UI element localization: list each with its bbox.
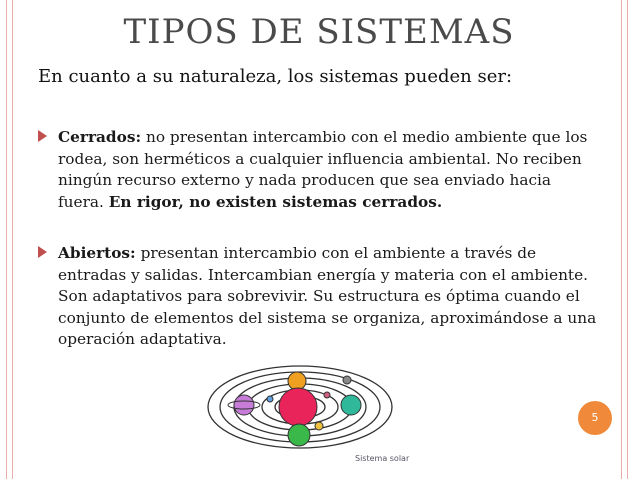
- image-caption: Sistema solar: [355, 454, 410, 463]
- bullet-text: [58, 243, 598, 351]
- slide-title: TIPOS DE SISTEMAS: [123, 12, 515, 52]
- planet-green: [288, 424, 310, 446]
- bullet-arrow-icon: [38, 246, 47, 258]
- sun-icon: [279, 388, 317, 426]
- slide-number-badge: 5: [578, 401, 612, 435]
- slide-subtitle: En cuanto a su naturaleza, los sistemas pueden ser:: [38, 66, 513, 87]
- bullet-open-systems: [38, 243, 598, 351]
- planet-small: [315, 422, 323, 430]
- bullet-term: Abiertos:: [58, 244, 136, 262]
- bullet-closed-systems: [38, 127, 598, 213]
- bullet-emphasis: En rigor, no existen sistemas cerrados.: [108, 192, 443, 211]
- right-border-line-inner: [621, 0, 622, 479]
- planet-teal: [341, 395, 361, 415]
- bullet-text: [58, 127, 598, 213]
- bullet-arrow-icon: [38, 130, 47, 142]
- planet-small: [343, 376, 351, 384]
- bullet-body: presentan intercambio con el ambiente a través de entradas y salidas. Intercambian energía y materia con el ambiente. Son adaptativos para sobrevivir. Su estructura es óptima cuando el conjunto de elementos del sistema se organiza, aproximándose a una operación adaptativa.: [58, 244, 597, 348]
- planet-orange: [288, 372, 306, 390]
- planet-small: [267, 396, 273, 402]
- planet-small: [324, 392, 330, 398]
- planet-ringed: [234, 395, 254, 415]
- solar-system-image: [205, 365, 435, 475]
- bullet-term: Cerrados:: [58, 128, 142, 146]
- bullet-body: no presentan intercambio con el medio ambiente que los rodea, son herméticos a cualquier influencia ambiental. No reciben ningún recurso externo y nada producen que sea enviado hacia fuera.: [58, 128, 588, 211]
- left-border-line-outer: [6, 0, 7, 479]
- left-border-line-inner: [12, 0, 13, 479]
- right-border-line-outer: [627, 0, 628, 479]
